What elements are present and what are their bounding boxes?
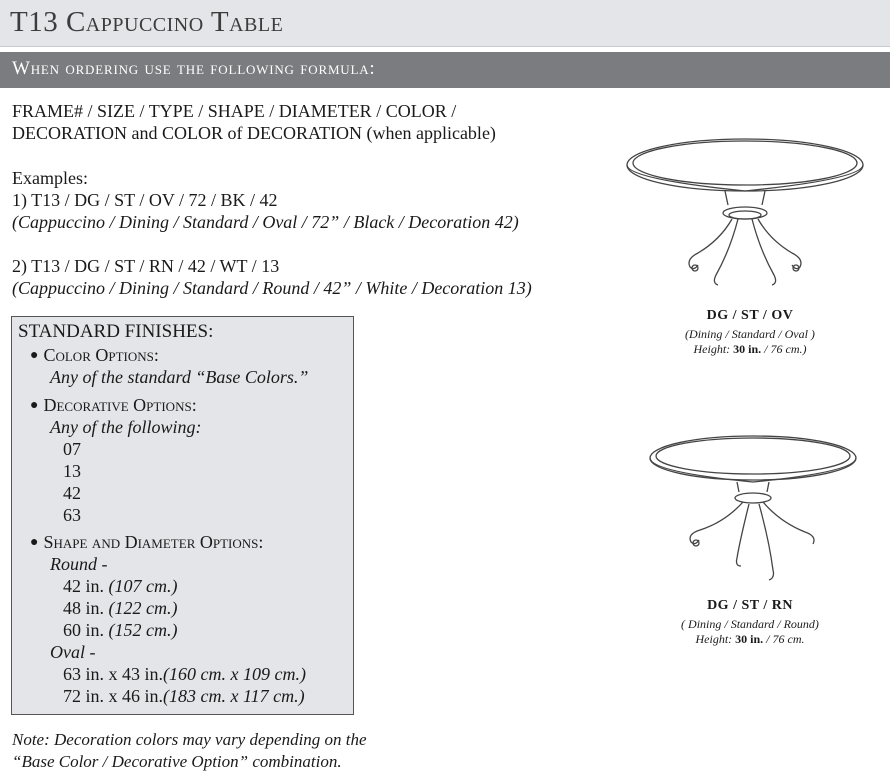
standard-finishes-box [11,316,354,715]
decorative-options-text: Any of the following: [50,417,202,437]
formula-line-2-suffix: (when applicable) [366,123,496,143]
finishes-heading: STANDARD FINISHES: [18,321,214,342]
formula-line-2-main: DECORATION and COLOR of DECORATION [12,123,362,143]
bullet-icon: ● [30,535,39,550]
formula-banner-text: When ordering use the following formula: [12,58,376,79]
color-options-label: ● Color Options: [30,345,159,365]
oval-height: Height: 30 in. / 76 cm.) [693,342,807,356]
round-height: Height: 30 in. / 76 cm. [695,632,805,646]
example-2-meaning: (Cappuccino / Dining / Standard / Round / 42” / White / Decoration 13) [12,278,532,298]
example-1-meaning: (Cappuccino / Dining / Standard / Oval / 72” / Black / Decoration 42) [12,212,519,232]
oval-size: 63 in. x 43 in.(160 cm. x 109 cm.) [63,664,306,684]
decorative-value: 07 [63,439,81,459]
example-2-code: 2) T13 / DG / ST / RN / 42 / WT / 13 [12,256,280,276]
formula-banner [0,52,890,88]
round-size: 60 in. (152 cm.) [63,620,178,640]
note-line-2: “Base Color / Decorative Option” combination. [12,752,342,771]
bullet-icon: ● [30,348,39,363]
oval-table-caption [600,308,890,357]
formula-line-1: FRAME# / SIZE / TYPE / SHAPE / DIAMETER / COLOR / [12,101,457,121]
note-line-1: Note: Decoration colors may vary depending on the [12,730,367,749]
shape-options-label: ● Shape and Diameter Options: [30,532,264,552]
oval-desc: (Dining / Standard / Oval ) [685,327,815,341]
title-bar [0,0,890,47]
round-table-caption [600,598,890,647]
oval-code: DG / ST / OV [706,308,794,323]
color-options-text: Any of the standard “Base Colors.” [50,367,309,387]
round-desc: ( Dining / Standard / Round) [681,617,819,631]
decorative-value: 63 [63,505,81,525]
page-title: T13 Cappuccino Table [10,6,284,38]
formula-line-2 [12,123,496,144]
round-code: DG / ST / RN [707,598,793,613]
examples-label: Examples: [12,168,88,188]
round-size: 42 in. (107 cm.) [63,576,178,596]
oval-label: Oval - [50,642,96,662]
round-table-illustration [645,430,865,590]
decorative-options-label: ● Decorative Options: [30,395,197,415]
bullet-icon: ● [30,398,39,413]
oval-size: 72 in. x 46 in.(183 cm. x 117 cm.) [63,686,305,706]
decorative-value: 13 [63,461,81,481]
oval-table-illustration [620,135,870,305]
example-1-code: 1) T13 / DG / ST / OV / 72 / BK / 42 [12,190,278,210]
round-label: Round - [50,554,108,574]
decorative-value: 42 [63,483,81,503]
round-size: 48 in. (122 cm.) [63,598,178,618]
